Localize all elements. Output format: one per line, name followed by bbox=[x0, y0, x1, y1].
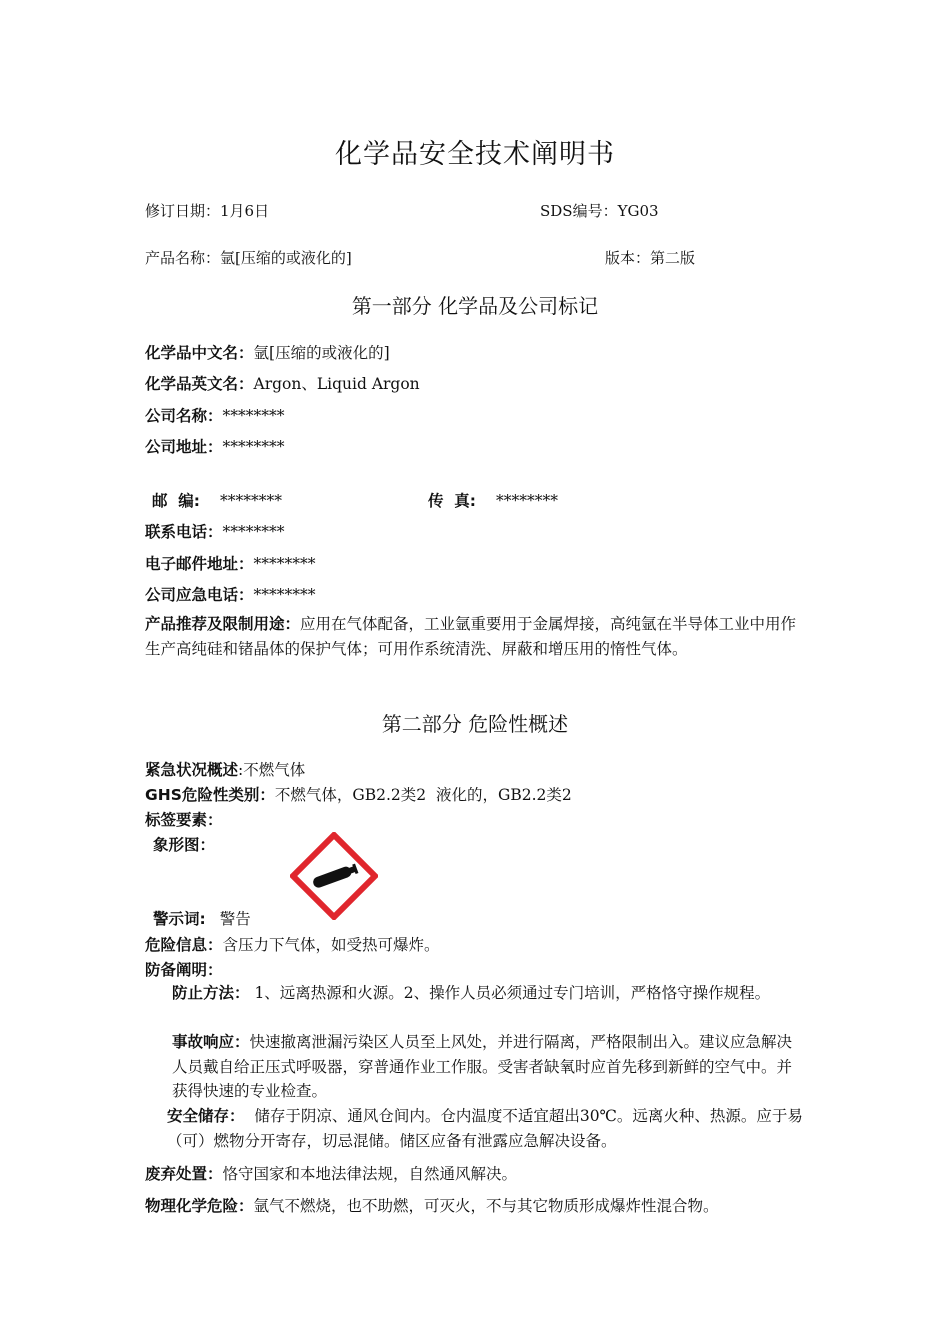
response-label: 事故响应： bbox=[172, 1033, 250, 1051]
postcode-row bbox=[152, 489, 282, 511]
sds-label: SDS编号： bbox=[540, 202, 618, 220]
label-elements-label: 标签要素： bbox=[145, 811, 223, 829]
pictogram-label: 象形图： bbox=[153, 836, 216, 854]
fax-value: ******** bbox=[496, 492, 558, 510]
sds-value: YG03 bbox=[617, 202, 659, 220]
gas-cylinder-ghs-icon bbox=[290, 832, 378, 920]
physchem-value: 氩气不燃烧，也不助燃，可灭火，不与其它物质形成爆炸性混合物。 bbox=[253, 1197, 719, 1215]
phone-label: 联系电话： bbox=[145, 523, 223, 541]
ghs-row bbox=[145, 783, 572, 805]
postcode-value: ******** bbox=[220, 492, 282, 510]
emergency-phone-row bbox=[145, 583, 316, 605]
response-value: 快速撤离泄漏污染区人员至上风处，并进行隔离，严格限制出入。建议应急解决人员戴自给正压式呼吸器，穿普通作业工作服。受害者缺氧时应首先移到新鲜的空气中。并获得快速的专业检查。 bbox=[172, 1033, 793, 1100]
en-name-label: 化学品英文名： bbox=[145, 375, 254, 393]
disposal-row bbox=[145, 1162, 517, 1184]
signal-word-label: 警示词: bbox=[153, 910, 206, 928]
company-value: ******** bbox=[222, 407, 285, 425]
revision-label: 修订日期： bbox=[145, 202, 221, 220]
address-label: 公司地址： bbox=[145, 438, 223, 456]
postcode-label: 邮 编: bbox=[152, 492, 200, 510]
version-value: 第二版 bbox=[650, 249, 696, 267]
prevention-label: 防止方法： bbox=[172, 984, 250, 1002]
company-label: 公司名称： bbox=[145, 407, 223, 425]
company-row bbox=[145, 404, 285, 426]
email-value: ******** bbox=[253, 555, 316, 573]
en-name-value: Argon、Liquid Argon bbox=[253, 375, 420, 393]
sds-number bbox=[540, 200, 659, 221]
cn-name-value: 氩[压缩的或液化的] bbox=[253, 344, 390, 362]
storage-paragraph bbox=[167, 1104, 807, 1153]
emergency-overview-row bbox=[145, 758, 305, 780]
signal-word-value: 警告 bbox=[219, 910, 251, 928]
fax-label: 传 真: bbox=[428, 492, 476, 510]
response-paragraph bbox=[172, 1030, 806, 1104]
part1-heading: 第一部分 化学品及公司标记 bbox=[351, 294, 599, 318]
ghs-label: GHS危险性类别： bbox=[145, 786, 275, 804]
emergency-phone-value: ******** bbox=[253, 586, 316, 604]
cn-name-label: 化学品中文名： bbox=[145, 344, 254, 362]
usage-paragraph bbox=[145, 612, 805, 661]
cn-name-row bbox=[145, 341, 390, 363]
email-row bbox=[145, 552, 316, 574]
storage-value: 储存于阴凉、通风仓间内。仓内温度不适宜超出30℃。远离火种、热源。应于易（可）燃物分开寄存，切忌混储。储区应备有泄露应急解决设备。 bbox=[167, 1107, 803, 1150]
product-value: 氩[压缩的或液化的] bbox=[220, 249, 352, 267]
signal-word-row bbox=[153, 907, 251, 929]
product-name bbox=[145, 247, 352, 268]
disposal-value: 恪守国家和本地法律法规，自然通风解决。 bbox=[222, 1165, 518, 1183]
ghs-value: 不燃气体，GB2.2类2 液化的，GB2.2类2 bbox=[274, 786, 572, 804]
phone-row bbox=[145, 520, 285, 542]
hazard-info-row bbox=[145, 933, 440, 955]
emergency-overview-value: :不燃气体 bbox=[238, 761, 306, 779]
prevention-paragraph bbox=[172, 981, 806, 1006]
part2-heading: 第二部分 危险性概述 bbox=[381, 712, 569, 736]
physchem-row bbox=[145, 1194, 719, 1216]
version bbox=[605, 247, 695, 268]
prevention-value: 1、远离热源和火源。2、操作人员必须通过专门培训，严格恪守操作规程。 bbox=[249, 984, 771, 1002]
usage-value: 应用在气体配备，工业氩重要用于金属焊接，高纯氩在半导体工业中用作生产高纯硅和锗晶体的保护气体；可用作系统清洗、屏蔽和增压用的惰性气体。 bbox=[145, 615, 797, 658]
usage-label: 产品推荐及限制用途： bbox=[145, 615, 301, 633]
precaution-label: 防备阐明： bbox=[145, 961, 223, 979]
emergency-overview-label: 紧急状况概述 bbox=[145, 761, 239, 779]
product-label: 产品名称： bbox=[145, 249, 221, 267]
address-value: ******** bbox=[222, 438, 285, 456]
address-row bbox=[145, 435, 285, 457]
email-label: 电子邮件地址： bbox=[145, 555, 254, 573]
label-elements-row bbox=[145, 808, 223, 830]
document-title: 化学品安全技术阐明书 bbox=[335, 139, 615, 170]
fax-row bbox=[428, 489, 558, 511]
revision-date bbox=[145, 200, 269, 221]
pictogram-row bbox=[153, 833, 215, 855]
physchem-label: 物理化学危险： bbox=[145, 1197, 254, 1215]
precaution-row bbox=[145, 958, 223, 980]
revision-value: 1月6日 bbox=[220, 202, 270, 220]
hazard-info-value: 含压力下气体，如受热可爆炸。 bbox=[222, 936, 440, 954]
hazard-info-label: 危险信息： bbox=[145, 936, 223, 954]
disposal-label: 废弃处置： bbox=[145, 1165, 223, 1183]
en-name-row bbox=[145, 372, 420, 394]
version-label: 版本： bbox=[605, 249, 651, 267]
phone-value: ******** bbox=[222, 523, 285, 541]
storage-label: 安全储存： bbox=[167, 1107, 245, 1125]
emergency-phone-label: 公司应急电话： bbox=[145, 586, 254, 604]
